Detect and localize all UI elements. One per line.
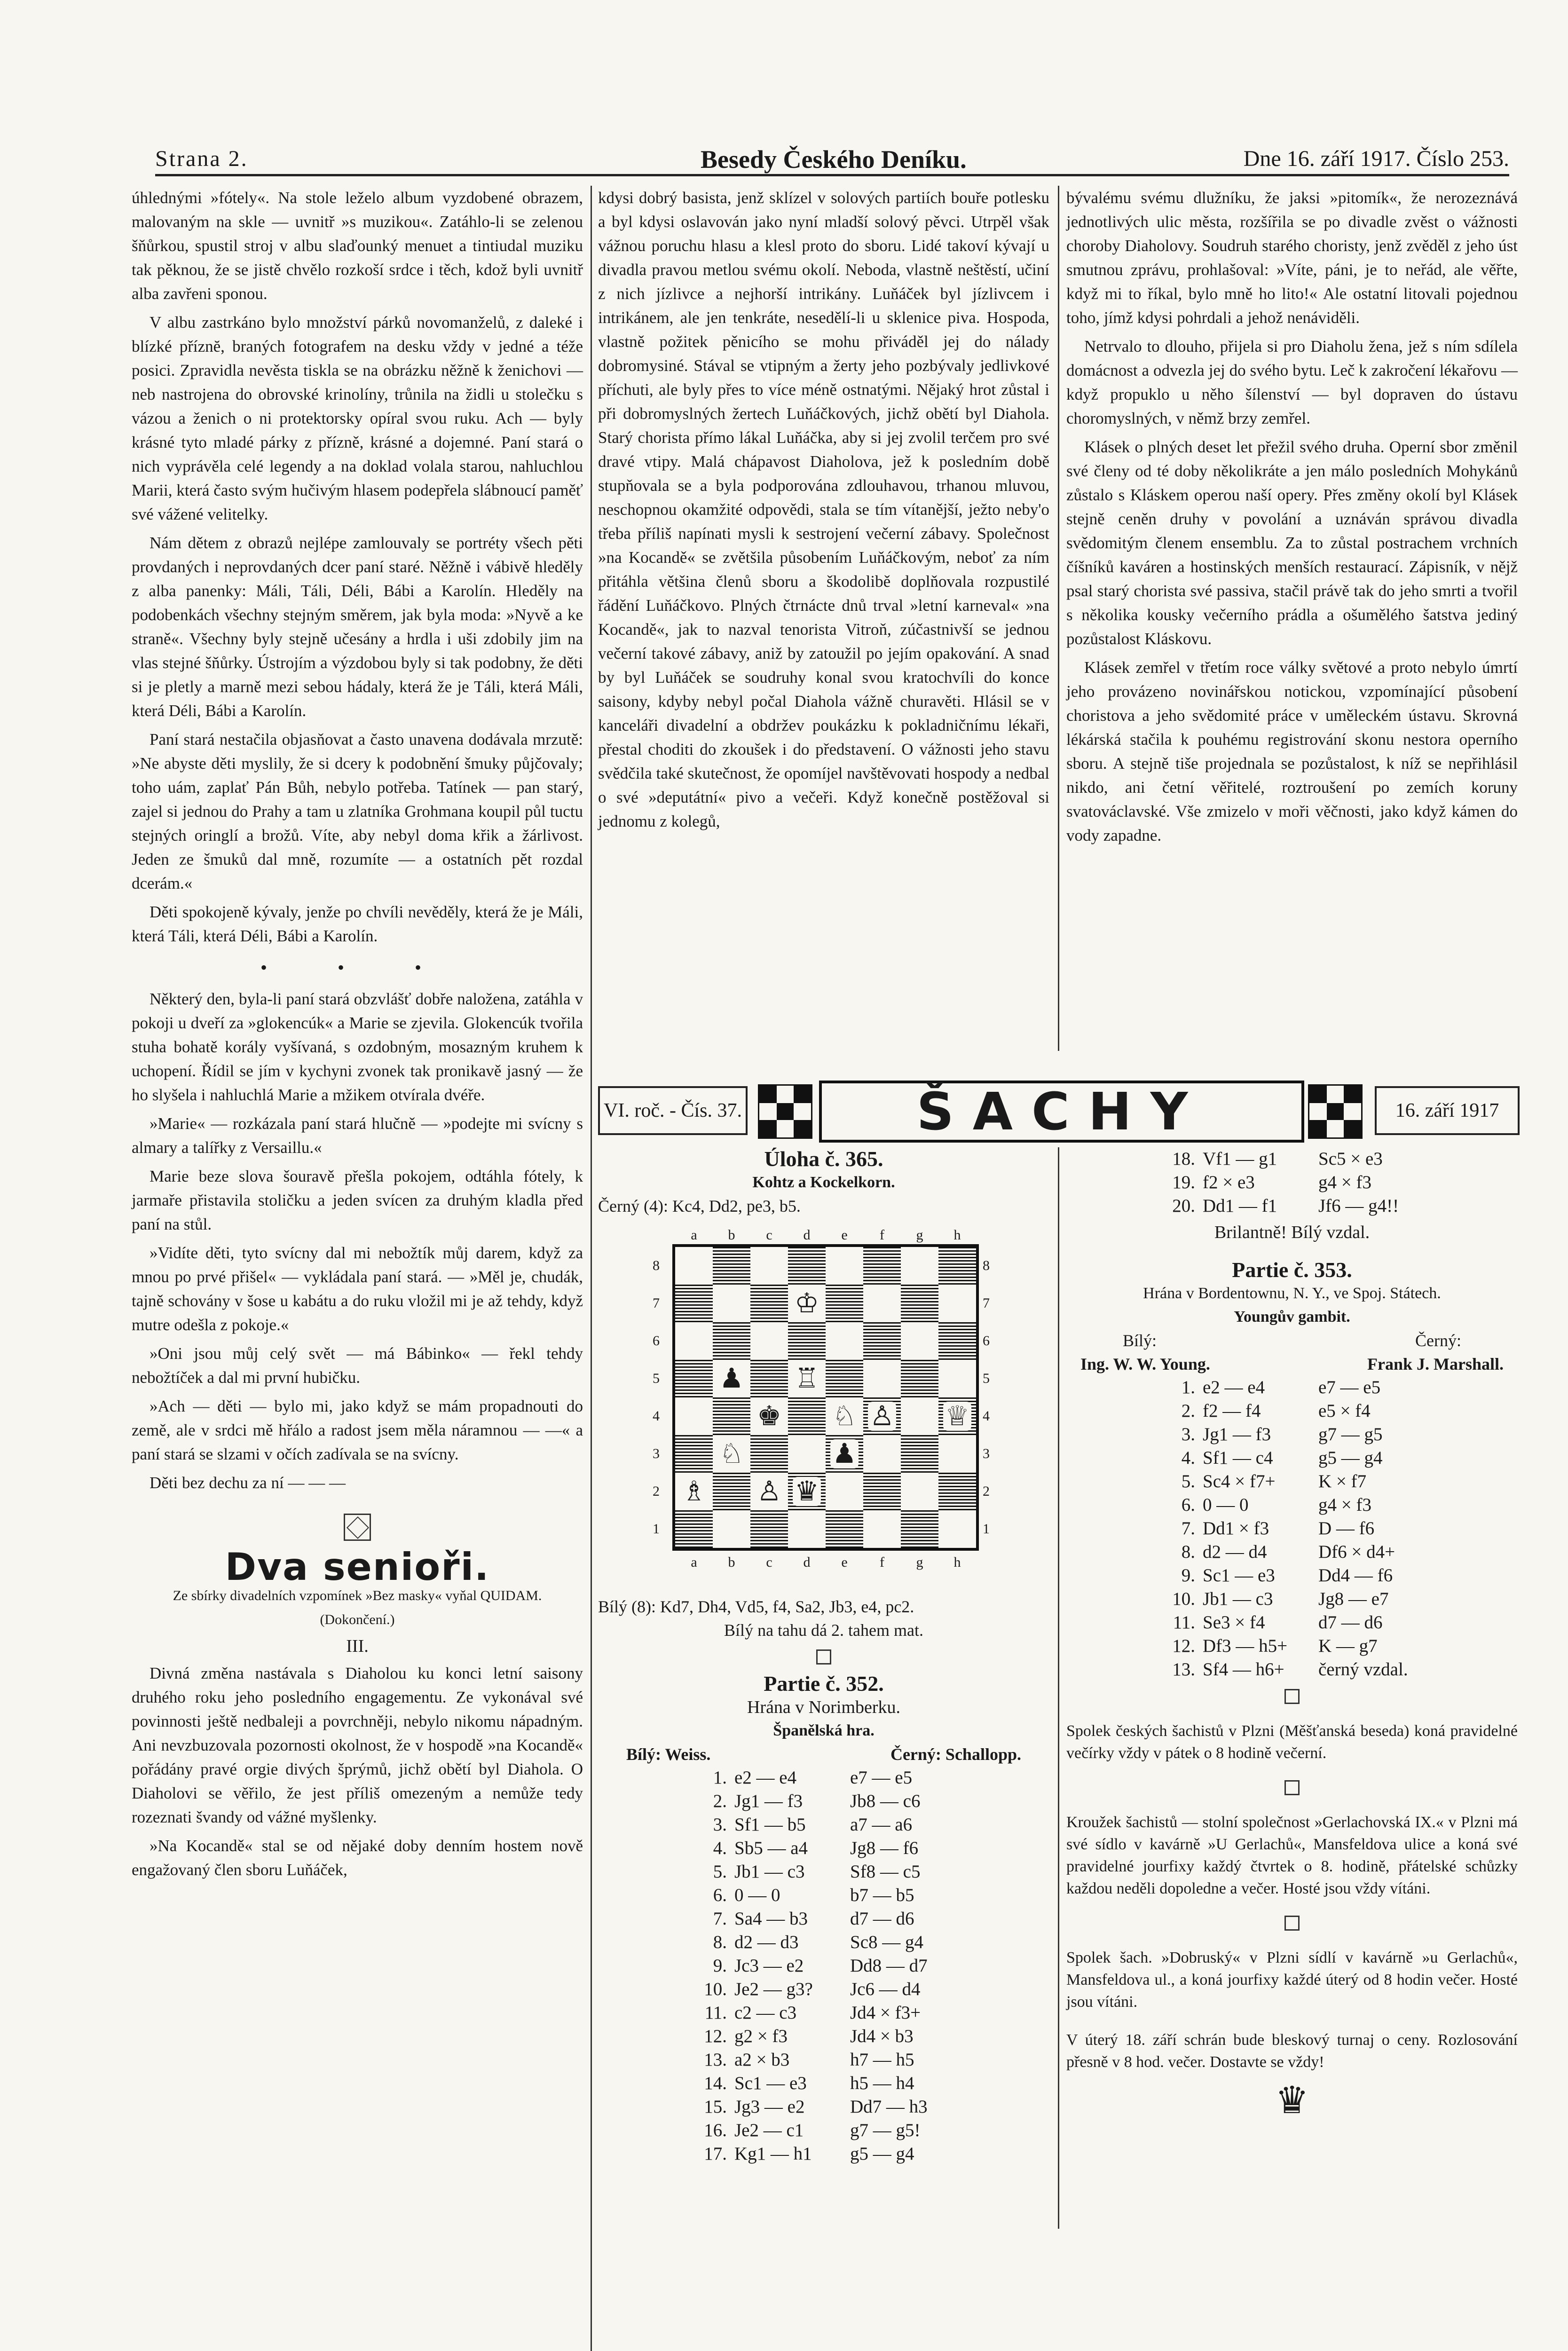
white-move: f2 — f4 [1203,1401,1261,1421]
move-number: 2. [713,1791,727,1811]
game-352-moves-cont [1154,1147,1430,1218]
rank-label: 1 [653,1521,660,1537]
rank-label: 3 [653,1446,660,1461]
white-move: 0 — 0 [734,1885,780,1905]
black-move: e7 — e5 [850,1767,913,1788]
black-move: Jc6 — d4 [850,1979,921,1999]
move-row [1154,1587,1430,1611]
rank-label: 8 [653,1258,660,1273]
move-row [686,2025,962,2048]
rank-labels-left [653,1247,660,1548]
paragraph: »Oni jsou můj celý svět — má Bábinko« — řekl tehdy nebožtíček a dal mi první hubičku. [132,1344,583,1387]
black-move: e7 — e5 [1318,1377,1381,1397]
game-352-title: Partie č. 352. [764,1672,884,1696]
white-move: d2 — d3 [734,1932,799,1952]
file-label: b [728,1554,735,1570]
problem-black-pieces: Černý (4): Kc4, Dd2, pe3, b5. [598,1197,801,1215]
page-header [155,141,1509,176]
paragraph: Paní stará nestačila objasňovat a často unavena dodávala mrzutě: »Ne abyste děti myslily, že si dcery k podobnění šmuky půjčovaly; toho uám, zaplať Pán Bůh, nebylo potřeba. Tatínek — pan starý, zajel si jednou do Prahy a tam u zlatníka Grohmana koupil půl tuctu stejných oringlí a brožů. Víte, aby nebyl doma křik a žárlivost. Jeden ze šmuků dal mně, rozumíte — a ostatních pět rozdal dcerám.« [132,730,583,892]
file-label: d [803,1227,811,1243]
file-labels-bottom [675,1551,976,1574]
move-row [686,1837,962,1860]
black-move: D — f6 [1318,1518,1375,1538]
rank-label: 5 [983,1371,990,1386]
black-move: b7 — b5 [850,1885,914,1905]
file-labels-top [675,1223,976,1247]
white-queen-icon: ♕ [938,1397,976,1435]
chess-banner [598,1076,1520,1142]
game-352-moves [686,1766,962,2166]
white-move: d2 — d4 [1203,1542,1267,1562]
move-row [1154,1658,1430,1681]
white-move: 0 — 0 [1203,1495,1249,1515]
black-move: Jd4 × f3+ [850,2003,921,2023]
black-move: d7 — d6 [1318,1612,1383,1633]
move-number: 4. [713,1838,727,1858]
game-353-moves [1154,1376,1430,1681]
white-king-icon: ♔ [788,1285,826,1322]
separator-square-icon [1284,1916,1300,1931]
move-number: 17. [704,2144,727,2164]
move-row [686,1860,962,1884]
black-move: Sf8 — c5 [850,1862,921,1882]
chessboard-icon [758,1084,812,1139]
paragraph: Divná změna nastávala s Diaholou ku konci letní saisony druhého roku jeho posledního engagementu. Ze vykonával své povinnosti ještě nedbaleji a povrchněji, nebylo nikomu nápadným. Ani nevzbuzovala pozornosti okolnost, že v hospodě »na Kocandě« pořádány pravé orgie divých šprýmů, jichž obětí byl Diahola. O Diaholovi se věřilo, že jest příliš omezeným a nemůže tedy rozeznati švandy od vážné myšlenky. [132,1664,583,1826]
white-move: Sc4 × f7+ [1203,1471,1276,1491]
file-label: f [880,1554,884,1570]
separator-square-icon [1284,1689,1300,1704]
chess-column-1 [598,1147,1049,2166]
file-label: b [728,1227,735,1243]
move-number: 2. [1181,1401,1195,1421]
move-row [686,2119,962,2142]
black-move: a7 — a6 [850,1815,913,1835]
crown-icon: ♛ [1275,2080,1309,2122]
chess-column-2 [1066,1147,1518,2122]
move-row [1154,1540,1430,1564]
story-part: III. [346,1636,369,1656]
column-2 [598,186,1049,838]
paragraph: Děti bez dechu za ní — — — [150,1474,346,1492]
move-number: 15. [704,2097,727,2117]
move-number: 20. [1172,1196,1195,1216]
rank-label: 7 [983,1295,990,1311]
black-move: d7 — d6 [850,1909,914,1929]
file-label: a [691,1554,697,1570]
file-label: d [803,1554,811,1570]
file-label: c [766,1554,772,1570]
move-row [1154,1517,1430,1540]
white-move: Je2 — g3? [734,1979,813,1999]
move-number: 10. [1172,1589,1195,1609]
white-move: Sf1 — c4 [1203,1448,1273,1468]
story-continued: (Dokončení.) [320,1612,395,1627]
file-label: e [841,1227,848,1243]
move-row [686,2095,962,2119]
white-move: Sa4 — b3 [734,1909,808,1929]
game-353-labels [1066,1329,1518,1352]
move-number: 1. [1181,1377,1195,1397]
rank-label: 6 [983,1333,990,1349]
move-row [686,1884,962,1907]
move-row [1154,1446,1430,1470]
black-move: e5 × f4 [1318,1401,1371,1421]
move-number: 10. [704,1979,727,1999]
move-row [686,2048,962,2072]
file-label: g [916,1554,923,1570]
black-move: g4 × f3 [1318,1172,1371,1192]
story-source: Ze sbírky divadelních vzpomínek »Bez masky« vyňal QUIDAM. [173,1588,542,1603]
move-number: 9. [713,1956,727,1976]
column-3 [1066,186,1518,852]
move-number: 1. [713,1767,727,1788]
chessboard [672,1244,979,1551]
paragraph: bývalému svému dlužníku, že jaksi »pitomík«, že nerozeznává jednotlivých ulic města, rozšířila se po divadle zvěst o vážnosti choroby Diaholovy. Soudruh starého choristy, jenž zvěděl z jeho úst smutnou zprávu, prohlašoval: »Víte, páni, je to neřád, ale věřte, když mi to říkal, bylo mně ho lito!« Ale ostatní litovali pojednou toho, jímž kdysi pohrdali a jehož nenáviděli. [1066,189,1518,327]
separator-square-icon [816,1649,831,1665]
rank-label: 2 [653,1483,660,1499]
white-knight-icon: ♘ [826,1397,863,1435]
file-label: f [880,1227,884,1243]
file-label: c [766,1227,772,1243]
black-move: Dd4 — f6 [1318,1565,1393,1586]
move-number: 14. [704,2073,727,2093]
volume-number: VI. roč. - Čís. 37. [598,1086,748,1135]
white-move: f2 × e3 [1203,1172,1255,1192]
file-label: h [953,1227,961,1243]
move-number: 5. [1181,1471,1195,1491]
column-rule [591,186,592,2351]
paragraph: Marie beze slova šouravě přešla pokojem, odtáhla fótely, k jarmaře přistavila stoličku a jeden svícen za druhým kladla před paní na stůl. [132,1167,583,1233]
story-title: Dva senioři. [225,1545,490,1589]
black-move: černý vzdal. [1318,1659,1408,1680]
problem-white-pieces: Bílý (8): Kd7, Dh4, Vd5, f4, Sa2, Jb3, e4, pc2. [598,1597,914,1616]
move-row [686,1790,962,1813]
notice: Spolek šach. »Dobruský« v Plzni sídlí v kavárně »u Gerlachů«, Mansfeldova ul., a koná jourfixy každé úterý od 8 hodin večer. Hosté jsou vítáni. [1066,1949,1518,2011]
game-353-title: Partie č. 353. [1232,1258,1352,1282]
newspaper-title: Besedy Českého Deníku. [701,145,967,174]
paragraph: V albu zastrkáno bylo množství párků novomanželů, z daleké i blízké příznĕ, braných fotografem na desku vždy v jedné a téže posici. Zpravidla nevěsta tiskla se na obrázku něžně k ženichovi — neb nastrojena do obrovské krinolíny, trůnila na židli u stolečku s vázou a ženich o ni protektorsky opíral svou ruku. Ach — byly krásné tyto mladé párky z přízně, krásné a dojemné. Paní stará o nich vyprávěla celé legendy a na doklad volala starou, nahluchlou Marii, která často svým hučivým hlasem podepřela slábnoucí paměť své vážené velitelky. [132,313,583,523]
separator-square-icon [1284,1780,1300,1795]
black-move: h7 — h5 [850,2050,914,2070]
move-number: 13. [704,2050,727,2070]
white-move: Se3 × f4 [1203,1612,1265,1633]
problem-task: Bílý na tahu dá 2. tahem mat. [724,1621,923,1640]
paragraph: Některý den, byla-li paní stará obzvlášť dobře naložena, zatáhla v pokoji u dveří za »glokencúk« a Marie se zjevila. Glokencúk tvořila stuha bohatě korály vyšívaná, s ozdobným, mosazným kruhem k uchopení. Řídil se jím v kychyni zvonek tak pronikavě jasný — že ho slyšela i nahluchlá Marie a mžikem otvírala dvéře. [132,990,583,1104]
file-label: g [916,1227,923,1243]
move-number: 5. [713,1862,727,1882]
white-move: e2 — e4 [734,1767,797,1788]
file-label: h [953,1554,961,1570]
game-353-players [1066,1352,1518,1376]
white-rook-icon: ♖ [788,1360,826,1397]
white-move: Jg1 — f3 [1203,1424,1271,1444]
chess-date: 16. září 1917 [1375,1086,1520,1135]
rank-label: 2 [983,1483,990,1499]
paragraph: »Marie« — rozkázala paní stará hlučně — »podejte mi svícny s almary a talířky z Versaillu.« [132,1114,583,1157]
white-pawn-icon: ♙ [863,1397,901,1435]
move-number: 6. [713,1885,727,1905]
move-number: 19. [1172,1172,1195,1192]
problem-authors: Kohtz a Kockelkorn. [752,1174,895,1191]
problem-title: Úloha č. 365. [764,1147,883,1171]
move-number: 13. [1172,1659,1195,1680]
white-move: c2 — c3 [734,2003,797,2023]
black-pawn-icon: ♟ [713,1360,750,1397]
move-row [1154,1423,1430,1446]
game-353-opening: Youngův gambit. [1234,1308,1350,1325]
paragraph: Klásek zemřel v třetím roce války světové a proto nebylo úmrtí jeho provázeno novinářskou notickou, vzpomínající působení choristova a jeho svědomité práce v uměleckém ústavu. Skrovná lékárská stačila k pouhému registrování skonu nestora operního sboru. A stejně tiše projednala se pozůstalost, k níž se nepřihlásil nikdo, ani četní věřitelé, roztroušení po zemích koruny svatováclavské. Vše zmizelo v moři věčnosti, jako když kámen do vody zapadne. [1066,658,1518,844]
rank-label: 4 [983,1408,990,1424]
black-move: Df6 × d4+ [1318,1542,1395,1562]
notice: V úterý 18. září schrán bude bleskový turnaj o ceny. Rozlosování přesně v 8 hod. večer. Dostavte se vždy! [1066,2031,1518,2071]
move-row [686,2072,962,2095]
game-352-result: Brilantně! Bílý vzdal. [1214,1223,1370,1242]
white-move: Sc1 — e3 [734,2073,807,2093]
white-pawn-icon: ♙ [750,1473,788,1510]
black-move: Sc8 — g4 [850,1932,923,1952]
move-row [686,1766,962,1790]
white-label: Bílý: [1123,1331,1157,1350]
white-move: Kg1 — h1 [734,2144,812,2164]
black-move: Sc5 × e3 [1318,1149,1383,1169]
black-move: g7 — g5! [850,2120,921,2140]
white-bishop-icon: ♗ [675,1473,713,1510]
page-number: Strana 2. [155,146,248,171]
white-move: Sb5 — a4 [734,1838,808,1858]
move-row [1154,1634,1430,1658]
game-352-place: Hrána v Norimberku. [747,1697,901,1717]
move-number: 8. [713,1932,727,1952]
white-move: Jb1 — c3 [734,1862,805,1882]
column-1 [132,186,583,1886]
column-rule [1058,1147,1059,2229]
black-move: Jg8 — e7 [1318,1589,1389,1609]
game-352-opening: Španělská hra. [773,1722,875,1739]
move-number: 3. [1181,1424,1195,1444]
rank-label: 5 [653,1371,660,1386]
white-move: Df3 — h5+ [1203,1636,1288,1656]
move-number: 8. [1181,1542,1195,1562]
paragraph: »Na Kocandě« stal se od nějaké doby denním hostem nově engažovaný člen sboru Luňáček, [132,1837,583,1879]
move-row [1154,1564,1430,1587]
black-move: Jf6 — g4!! [1318,1196,1399,1216]
issue-date: Dne 16. září 1917. Číslo 253. [1243,146,1509,171]
chess-section-title: ŠACHY [819,1081,1304,1143]
paragraph: Nám dětem z obrazů nejlépe zamlouvaly se portréty všech pěti provdaných i neprovdaných dcer paní staré. Něžně i vábivě hleděly z alba panenky: Máli, Táli, Déli, Bábi a Karolín. Hleděly na podobenkách všechny stejným směrem, jak byla moda: »Nyvě a ke straně«. Všechny byly stejně učesány a hrdla i uši zdobily jim na vlas stejné šňůrky. Ústrojím a výzdobou byly si tak podobny, že děti si je pletly a marně mezi sebou hádaly, která že je Táli, která Máli, která Déli, Bábi a Karolín. [132,534,583,720]
move-row [1154,1611,1430,1634]
rank-label: 1 [983,1521,990,1537]
black-move: g7 — g5 [1318,1424,1383,1444]
black-move: K — g7 [1318,1636,1378,1656]
paragraph: Netrvalo to dlouho, přijela si pro Diaholu žena, jež s ním sdílela domácnost a odvezla jej do svého bytu. Leč k zakročení lékařovu — když propuklo u něho šílenství — byl dopraven do ústavu choromyslných, v němž brzy zemřel. [1066,337,1518,427]
black-player: Frank J. Marshall. [1367,1355,1504,1373]
white-move: a2 × b3 [734,2050,790,2070]
file-label: e [841,1554,848,1570]
black-move: K × f7 [1318,1471,1367,1491]
rank-label: 3 [983,1446,990,1461]
white-player: Bílý: Weiss. [626,1745,711,1764]
move-number: 11. [704,2003,727,2023]
notice: Kroužek šachistů — stolní společnost »Gerlachovská IX.« v Plzni má své sídlo v kavárně »U Gerlachů«, Mansfeldova ulice a koná své pravidelné jourfixy každý čtvrtek o 8. hodině, přátelské schůzky každou neděli dopoledne a večer. Hosté jsou vždy vítáni. [1066,1814,1518,1897]
move-number: 9. [1181,1565,1195,1586]
black-move: g4 × f3 [1318,1495,1371,1515]
white-move: Jg3 — e2 [734,2097,805,2117]
move-row [686,1978,962,2001]
column-rule [1058,186,1059,1051]
move-row [686,1931,962,1954]
white-move: e2 — e4 [1203,1377,1265,1397]
paragraph: Děti spokojeně kývaly, jenže po chvíli nevěděly, která že je Máli, která Táli, která Déli, Bábi a Karolín. [132,903,583,945]
rank-label: 4 [653,1408,660,1424]
white-move: Sf4 — h6+ [1203,1659,1284,1680]
white-move: Dd1 — f1 [1203,1196,1277,1216]
game-352-players [598,1743,1049,1766]
diamond-ornament-icon [344,1514,371,1541]
white-move: g2 × f3 [734,2026,788,2046]
rank-labels-right [983,1247,990,1548]
move-number: 12. [704,2026,727,2046]
black-queen-icon: ♛ [788,1473,826,1510]
chessboard-icon [1308,1084,1363,1139]
move-number: 4. [1181,1448,1195,1468]
white-move: Vf1 — g1 [1203,1149,1277,1169]
rank-label: 8 [983,1258,990,1273]
move-number: 7. [713,1909,727,1929]
section-dots: • • • [260,957,454,978]
black-move: h5 — h4 [850,2073,914,2093]
move-number: 16. [704,2120,727,2140]
move-number: 6. [1181,1495,1195,1515]
white-move: Sf1 — b5 [734,1815,806,1835]
move-row [1154,1470,1430,1493]
black-pawn-icon: ♟ [826,1435,863,1473]
move-number: 12. [1172,1636,1195,1656]
file-label: a [691,1227,697,1243]
black-move: Jb8 — c6 [850,1791,921,1811]
move-row [1154,1376,1430,1399]
move-number: 7. [1181,1518,1195,1538]
black-player: Černý: Schallopp. [890,1745,1021,1764]
move-row [1154,1399,1430,1423]
move-row [686,1954,962,1978]
white-move: Sc1 — e3 [1203,1565,1275,1586]
game-353-place: Hrána v Bordentownu, N. Y., ve Spoj. Státech. [1143,1285,1441,1302]
white-knight-icon: ♘ [713,1435,750,1473]
black-move: Dd8 — d7 [850,1956,928,1976]
white-player: Ing. W. W. Young. [1080,1355,1210,1373]
black-move: Jd4 × b3 [850,2026,914,2046]
paragraph: »Ach — děti — bylo mi, jako když se mám propadnouti do země, ale v srdci mě hřálo a radost jsem měla náramnou — —« a paní stará se slzami v očích zadívala se na svícny. [132,1397,583,1463]
paragraph: »Vidíte děti, tyto svícny dal mi nebožtík můj darem, když za mnou po prvé přišel« — vykládala paní stará. — »Měl je, chudák, tajně schovány v šose u kabátu a do ruku vložil mi je až tehdy, když mutre odešla z pokoje.« [132,1244,583,1334]
paragraph: Klásek o plných deset let přežil svého druha. Operní sbor změnil své členy od té doby několikráte a jen málo posledních Mohykánů zůstalo s Kláskem operou naší opery. Přes změny okolí byl Klásek stejně ceněn druhy v povolání a uznáván správou divadla svědomitým členem ensemblu. Za to zůstal postrachem vrchních číšníků kaváren a hostinských menších restaurací. Zápisník, v nějž psal starý chorista své passiva, stačil právě tak do jeho smrti a tvořil s několika kousky večerního prádla a ošumělého šatstva jediný pozůstalost Kláskovu. [1066,438,1518,648]
paragraph: kdysi dobrý basista, jenž sklízel v solových partiích bouře potlesku a byl kdysi oslavován jako nyní mladší solový pěvci. Utrpěl však vážnou poruchu hlasu a klesl proto do sboru. Lidé takoví kývají u divadla pravou metlou svému okolí. Neboda, vlastně neštěstí, učiní z nich jízlivce a nejhorší intrikány. Luňáček byl jízlivcem i intrikánem, ale jen tenkráte, nesedělí-li u sklenice piva. Hospoda, vlastně požitek pěnicího se mohu přiváděl jej do nálady dobromysiné. Stával se vtipným a žerty jeho pozbývaly jedlivkové příchuti, ale byly přes to více méně ostnatými. Nějaký hrot zůstal i při dobromyslných žertech Luňáčkových, jichž obětí byl Diahola. Starý chorista přímo lákal Luňáčka, aby si jej zvolil terčem pro své dravé vtipy. Malá chápavost Diaholova, jež k posledním době stupňovala se a byla podporována zdlouhavou, trhanou mluvou, neschopnou okamžité odpovědi, stala se tím vítanější, ježto neby'o třeba příliš napínati mysli k sestrojení večerní zábavy. Společnost »na Kocandě« se zvětšila působením Luňáčkovým, neboť za ním přitáhla většina členů sboru a škodolibě doplňovala rozpustilé řádění Luňáčkovo. Plných čtrnácte dnů trval »letní karneval« »na Kocandě«, jak to nazval tenorista Vitroň, zúčastnivší se jednou večerní takové zábavy, aniž by zatoužil po jejím opakování. A snad by byl Luňáček se soudruhy konal svou kratochvíli do konce saisony, kdyby nebyl počal Diahola vážně churavěti. Hlásil se v kanceláři divadelní a obdržev poukázku k pokladničnímu lékaři, přestal choditi do zkoušek i do představení. O vážnosti jeho stavu svědčila také skutečnost, že opomíjel navštěvovati hospody a nedbal o své »deputátní« pivo a večeři. Když konečně postěžoval si jednomu z kolegů, [598,189,1049,830]
move-number: 3. [713,1815,727,1835]
move-number: 11. [1173,1612,1195,1633]
white-move: Jb1 — c3 [1203,1589,1273,1609]
black-move: g5 — g4 [850,2144,914,2164]
black-move: g5 — g4 [1318,1448,1383,1468]
move-row [1154,1194,1430,1218]
black-move: Dd7 — h3 [850,2097,928,2117]
move-number: 18. [1172,1149,1195,1169]
paragraph: úhlednými »fótely«. Na stole leželo album vyzdobené obrazem, malovaným na skle — uvnitř »s muzikou«. Zatáhlo-li se zelenou šňůrkou, spustil stroj v albu slaďounký menuet a tintiudal muziku tak pěknou, že se jistě chvělo rozkoší srdce i těch, kdož byli uvnitř alba zavřeni sponou. [132,189,583,303]
rank-label: 7 [653,1295,660,1311]
move-row [686,1813,962,1837]
move-row [1154,1493,1430,1517]
notice: Spolek českých šachistů v Plzni (Měšťanská beseda) koná pravidelné večírky vždy v pátek o 8 hodině večerní. [1066,1722,1518,1762]
black-label: Černý: [1415,1331,1461,1350]
chess-diagram [645,1221,1002,1592]
move-row [686,1907,962,1931]
white-move: Je2 — c1 [734,2120,804,2140]
white-move: Jc3 — e2 [734,1956,804,1976]
move-row [686,2001,962,2025]
white-move: Jg1 — f3 [734,1791,803,1811]
black-move: Jg8 — f6 [850,1838,919,1858]
move-row [686,2142,962,2166]
white-move: Dd1 × f3 [1203,1518,1269,1538]
black-king-icon: ♚ [750,1397,788,1435]
rank-label: 6 [653,1333,660,1349]
move-row [1154,1171,1430,1194]
move-row [1154,1147,1430,1171]
